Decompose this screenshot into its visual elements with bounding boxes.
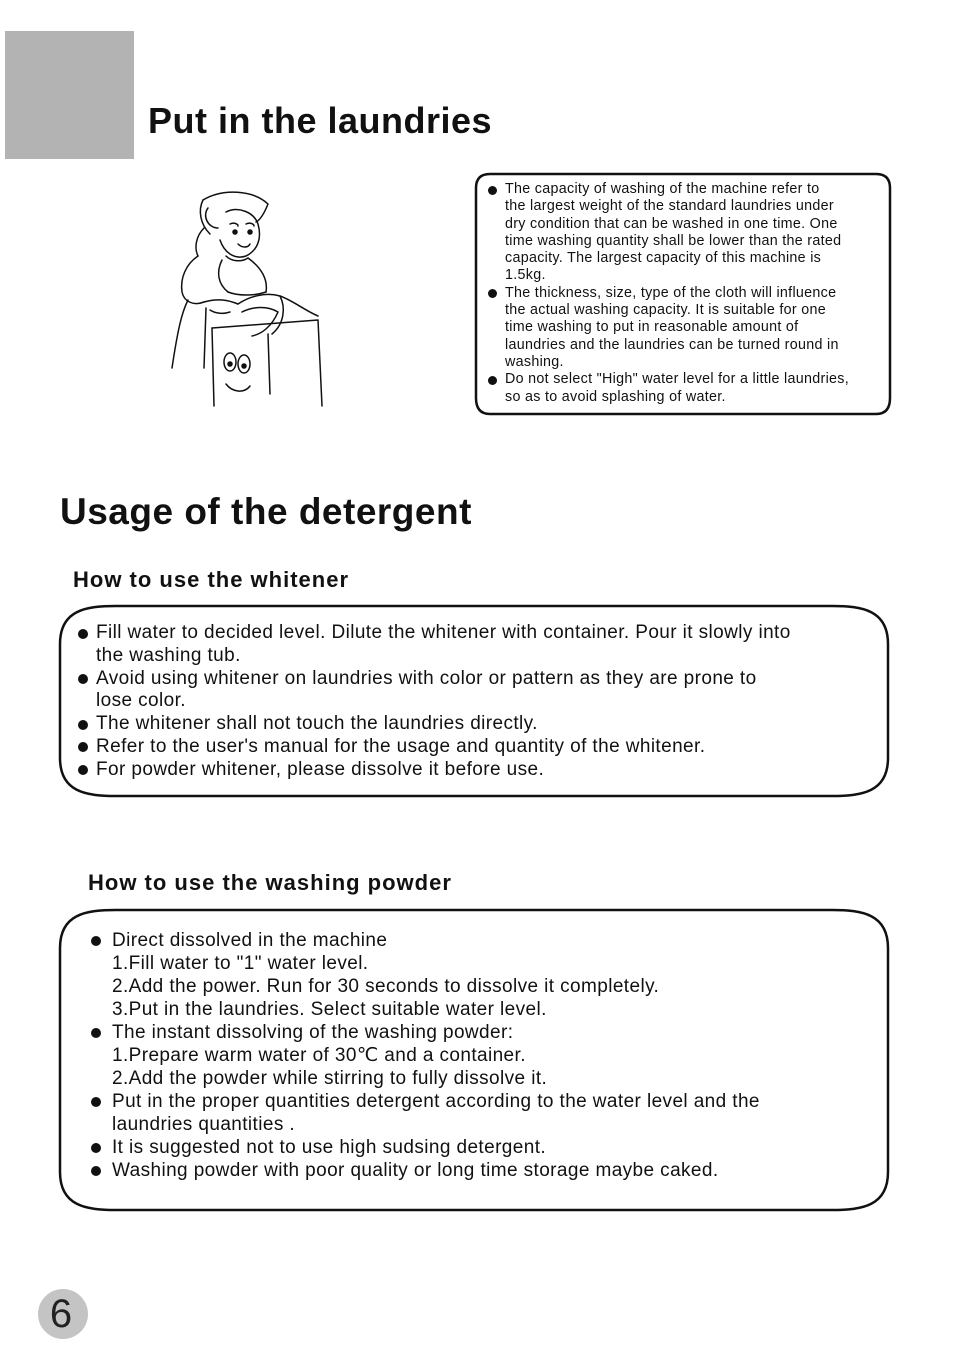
bullet-dot-icon (91, 1097, 101, 1107)
bullet-dot-icon (78, 765, 88, 775)
section-marker-block (5, 31, 134, 159)
bullet-dot-icon (78, 742, 88, 752)
list-item: Fill water to decided level. Dilute the whitener with container. Pour it slowly into the washing tub. (78, 622, 888, 668)
list-item: Refer to the user's manual for the usage and quantity of the whitener. (78, 736, 888, 759)
bullet-dot-icon (91, 936, 101, 946)
list-item: The capacity of washing of the machine refer to the largest weight of the standard laundries under dry condition that can be washed in one time. One time washing quantity shall be lower than the rated capacity. The largest capacity of this machine is 1.5kg. (488, 181, 890, 285)
bullet-dot-icon (91, 1166, 101, 1176)
bullet-dot-icon (78, 720, 88, 730)
washing-powder-list (91, 929, 881, 1182)
list-item: Put in the proper quantities detergent according to the water level and the laundries quantities . (91, 1090, 881, 1136)
list-item: Direct dissolved in the machine 1.Fill water to "1" water level. 2.Add the power. Run for 30 seconds to dissolve it completely. 3.Put in the laundries. Select suitable water level. (91, 929, 881, 1021)
bullet-dot-icon (78, 629, 88, 639)
washing-powder-heading: How to use the washing powder (88, 870, 452, 895)
woman-loading-washer-illustration (168, 188, 333, 410)
bullet-dot-icon (78, 674, 88, 684)
list-item: The thickness, size, type of the cloth will influence the actual washing capacity. It is suitable for one time washing to put in reasonable amount of laundries and the laundries can be turned round in washing. (488, 285, 890, 371)
bullet-dot-icon (488, 186, 497, 195)
list-item: Washing powder with poor quality or long time storage maybe caked. (91, 1159, 881, 1182)
list-item: Avoid using whitener on laundries with color or pattern as they are prone to lose color. (78, 668, 888, 714)
bullet-dot-icon (91, 1028, 101, 1038)
list-item: The whitener shall not touch the laundries directly. (78, 713, 888, 736)
bullet-dot-icon (488, 376, 497, 385)
list-item: For powder whitener, please dissolve it before use. (78, 759, 888, 782)
whitener-list (78, 622, 888, 782)
page-number-badge (38, 1289, 88, 1339)
bullet-dot-icon (91, 1143, 101, 1153)
laundry-notes-list (488, 181, 890, 406)
list-item: It is suggested not to use high sudsing detergent. (91, 1136, 881, 1159)
bullet-dot-icon (488, 289, 497, 298)
list-item: Do not select "High" water level for a little laundries, so as to avoid splashing of water. (488, 371, 890, 406)
whitener-heading: How to use the whitener (73, 567, 350, 592)
put-in-laundries-title: Put in the laundries (148, 100, 493, 141)
usage-of-detergent-title: Usage of the detergent (60, 491, 472, 532)
list-item: The instant dissolving of the washing powder: 1.Prepare warm water of 30℃ and a container. 2.Add the powder while stirring to fully dissolve it. (91, 1021, 881, 1090)
page-number: 6 (49, 1292, 73, 1336)
